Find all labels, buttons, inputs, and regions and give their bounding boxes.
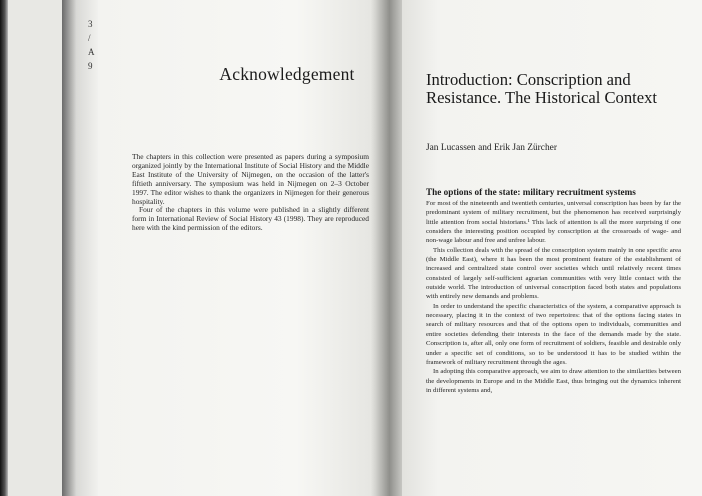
chapter-title [426, 71, 696, 107]
margin-mark: 3 [88, 19, 93, 29]
margin-marks [88, 18, 98, 74]
body-paragraph: For most of the nineteenth and twentieth centuries, universal conscription has been by far the predominant system of military recruitment, but the phenomenon has received surprisingly little attention from social historians.¹ This lack of attention is all the more surprising if one considers the interesting position occupied by conscription at the crossroads of wage- and non-wage labour and free and unfree labour. [426, 200, 681, 245]
margin-mark: 9 [88, 60, 93, 71]
acknowledgement-paragraph: Four of the chapters in this volume were published in a slightly different form in International Review of Social History 43 (1998). They are reproduced here with the kind permission of the editors. [132, 205, 369, 233]
section-heading: The options of the state: military recruitment systems [426, 187, 636, 197]
chapter-authors: Jan Lucassen and Erik Jan Zürcher [426, 143, 557, 153]
chapter-title-line: Introduction: Conscription and [426, 70, 631, 89]
body-paragraph: In adopting this comparative approach, we aim to draw attention to the similarities between the developments in Europe and in the Middle East, thus bringing out the dynamics inherent in different systems and, [426, 368, 681, 394]
scan-edge-shadow [0, 0, 8, 496]
body-paragraph: This collection deals with the spread of the conscription system mainly in one specific area (the Middle East), where it has been the most prominent feature of the establishment of increased and centralized state control over societies which until relatively recent times consisted of largely self-sufficient agrarian communities with very little contact with the outside world. The introduction of universal conscription faced both states and populations with entirely new demands and problems. [426, 246, 681, 301]
acknowledgement-paragraph: The chapters in this collection were presented as papers during a symposium organized jointly by the International Institute of Social History and the Middle East Institute of the University of Nijmegen, on the occasion of the latter's fiftieth anniversary. The symposium was held in Nijmegen on 2–3 October 1997. The editor wishes to thank the organizers in Nijmegen for their generous hospitality. [132, 152, 369, 206]
left-page [98, 0, 382, 496]
right-page [402, 0, 702, 496]
margin-mark: / [88, 32, 91, 43]
chapter-title-line: Resistance. The Historical Context [426, 88, 658, 107]
acknowledgement-text [132, 153, 369, 233]
acknowledgement-heading: Acknowledgement [219, 64, 355, 84]
chapter-body [426, 199, 681, 395]
body-paragraph: In order to understand the specific characteristics of the system, a comparative approach is necessary, placing it in the context of two repertoires: that of the options facing states in search of military resources and that of the options open to individuals, communities and entire societies defending their interests in the face of the demands made by the state. Conscription is, after all, only one form of recruitment of soldiers, feasible and desirable only under a specific set of conditions, so to be understood it has to be studied within the framework of military recruitment through the ages. [426, 302, 681, 366]
facing-page-sliver [62, 0, 98, 496]
margin-mark: A [88, 46, 95, 57]
